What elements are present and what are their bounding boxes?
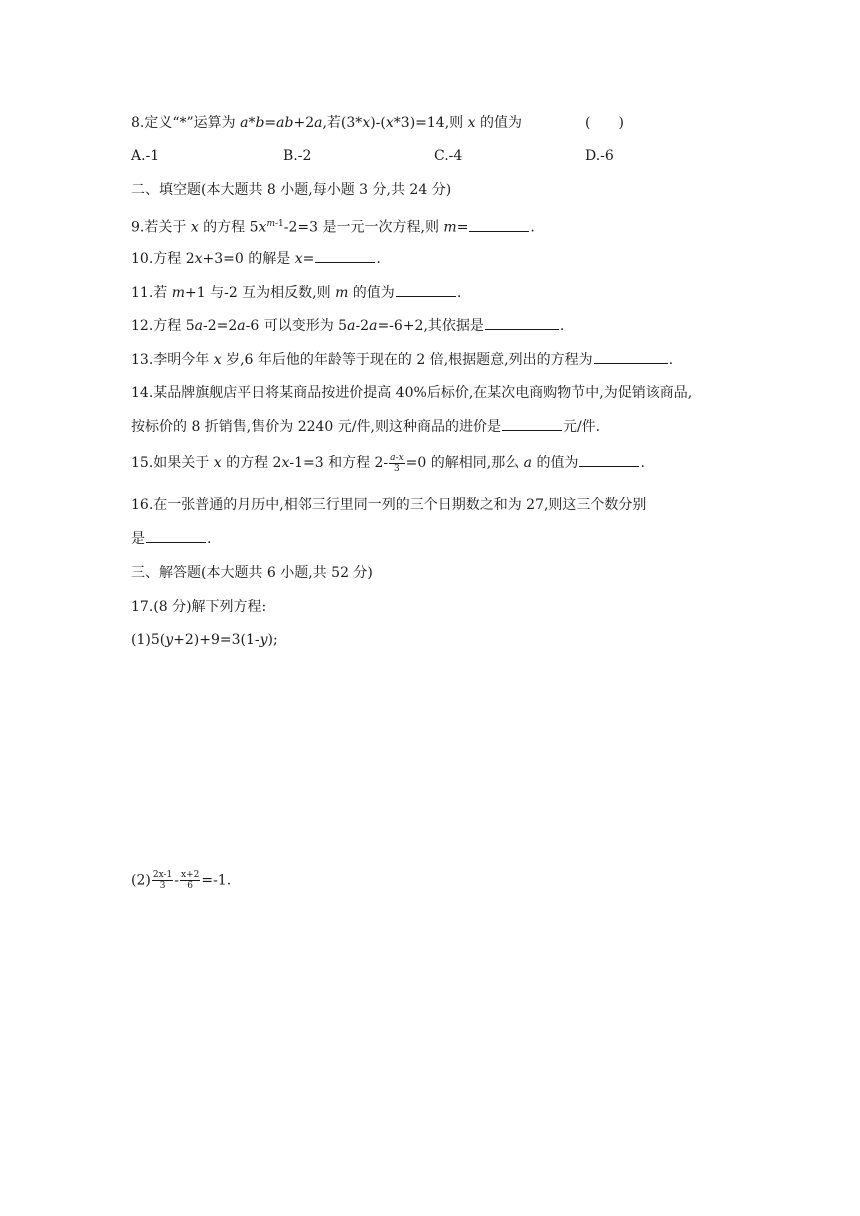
q9-exponent (266, 219, 283, 229)
q9-exponent-rest: -1 (274, 219, 284, 229)
q15-text: . (640, 455, 645, 471)
q8-text: ,若(3* (322, 115, 363, 131)
q11-text: +1 与-2 互为相反数,则 (185, 285, 336, 301)
q15-text: =0 的解相同,那么 (405, 455, 524, 471)
q9-text: -2=3 是一元一次方程,则 (283, 219, 444, 236)
q13-text: 岁,6 年后他的年龄等于现在的 2 倍,根据题意,列出的方程为 (221, 352, 593, 368)
q17-var: y (165, 632, 174, 648)
q12-text: . (559, 318, 565, 334)
fraction-denominator: 6 (187, 881, 194, 891)
q8-text: +2 (293, 115, 315, 131)
question-14-line-1: 14.某品牌旗舰店平日将某商品按进价提高 40%后标价,在某次电商购物节中,为促销该商品, (131, 385, 693, 401)
q12-var: a (347, 318, 356, 334)
fraction-denominator: 3 (159, 881, 166, 891)
q14-text: 元/件. (562, 419, 601, 435)
q12-text: -2 (355, 318, 370, 334)
q16-text: . (207, 531, 212, 547)
q8-var: x (385, 115, 394, 131)
option-d: D.-6 (585, 148, 614, 164)
q13-var: x (213, 352, 222, 368)
question-17-part-1 (131, 630, 278, 650)
question-9 (131, 214, 535, 238)
q8-text: *3)=14,则 (393, 115, 468, 131)
answer-blank[interactable] (502, 416, 562, 431)
question-17-title: 17.(8 分)解下列方程: (131, 599, 267, 615)
q17-text: =-1. (201, 872, 232, 889)
answer-blank[interactable] (485, 315, 559, 330)
section-3-heading: 三、解答题(本大题共 6 小题,共 52 分) (131, 565, 373, 581)
q11-var: m (335, 285, 349, 301)
q8-var: a (314, 115, 323, 131)
fraction-numerator: 2x-1 (152, 870, 173, 880)
answer-blank[interactable] (315, 248, 375, 263)
q15-text: -1=3 和方程 2- (289, 455, 389, 471)
q10-text: = (302, 251, 315, 267)
q9-text: 9.若关于 (131, 219, 191, 236)
q9-text: 的方程 5 (198, 219, 259, 236)
q9-text: = (456, 219, 469, 236)
q12-text: -6 可以变形为 5 (245, 318, 348, 334)
q17-text: ); (267, 632, 278, 648)
q12-var: a (369, 318, 378, 334)
question-15 (131, 452, 645, 474)
q17-text: (2) (131, 872, 151, 889)
fraction-numerator: x+2 (181, 870, 200, 880)
q17-text: - (174, 872, 179, 889)
section-2-heading: 二、填空题(本大题共 8 小题,每小题 3 分,共 24 分) (131, 182, 452, 198)
q8-text: 的值为 (475, 115, 522, 131)
question-17-part-2 (131, 870, 231, 891)
q10-text: 10.方程 2 (131, 251, 195, 267)
answer-blank[interactable] (594, 349, 668, 364)
q16-text: 是 (131, 531, 145, 547)
q9-text: . (530, 219, 535, 236)
q11-text: 的值为 (348, 285, 395, 301)
q8-text: 8.定义“*”运算为 (131, 115, 241, 131)
option-a: A.-1 (131, 148, 160, 164)
q9-exponent-var: m (266, 219, 275, 229)
q8-var: x (467, 115, 476, 131)
q17-text: +2)+9=3(1- (173, 632, 260, 648)
q8-var: x (362, 115, 371, 131)
option-b: B.-2 (283, 148, 312, 164)
fraction (389, 453, 404, 474)
question-16-line-1: 16.在一张普通的月历中,相邻三行里同一列的三个日期数之和为 27,则这三个数分别 (131, 497, 647, 513)
q12-text: 12.方程 5 (131, 318, 195, 334)
q12-var: a (194, 318, 203, 334)
question-10 (131, 248, 381, 269)
q8-var: a*b=ab (240, 115, 294, 131)
question-14-line-2 (131, 416, 600, 437)
q15-text: 15.如果关于 (131, 455, 214, 471)
answer-bracket: ( ) (585, 115, 624, 131)
q9-var: x (190, 219, 199, 236)
option-c: C.-4 (434, 148, 463, 164)
q15-text: 的方程 2 (221, 455, 282, 471)
q17-text: (1)5( (131, 632, 166, 648)
q15-var: a (523, 455, 533, 471)
q15-var: x (213, 455, 222, 471)
question-12 (131, 315, 564, 336)
q12-text: -2=2 (202, 318, 238, 334)
answer-blank[interactable] (396, 282, 456, 297)
fraction-numerator: a-x (390, 452, 404, 463)
fraction (180, 870, 200, 891)
q15-var: x (281, 455, 290, 471)
q8-text: )-( (370, 115, 386, 131)
q10-text: +3=0 的解是 (202, 251, 295, 267)
question-8 (131, 113, 522, 133)
fraction (152, 870, 173, 891)
question-13 (131, 349, 673, 370)
q10-var: x (294, 251, 303, 267)
q12-text: =-6+2,其依据是 (377, 318, 484, 334)
q17-var: y (259, 632, 268, 648)
q13-text: 13.李明今年 (131, 352, 214, 368)
answer-blank[interactable] (469, 217, 529, 232)
q11-text: 11.若 (131, 285, 172, 301)
q9-var: x (258, 219, 267, 236)
question-11 (131, 282, 461, 303)
q12-var: a (237, 318, 246, 334)
q14-text: 按标价的 8 折销售,售价为 2240 元/件,则这种商品的进价是 (131, 419, 501, 435)
q11-var: m (171, 285, 185, 301)
q10-var: x (194, 251, 203, 267)
answer-blank[interactable] (146, 528, 206, 543)
q10-text: . (376, 251, 381, 267)
q9-var: m (443, 219, 457, 236)
fraction-denominator: 3 (394, 463, 400, 474)
q11-text: . (456, 285, 462, 301)
q15-text: 的值为 (532, 455, 579, 471)
q13-text: . (668, 352, 674, 368)
question-16-line-2 (131, 528, 211, 549)
answer-blank[interactable] (579, 452, 639, 467)
